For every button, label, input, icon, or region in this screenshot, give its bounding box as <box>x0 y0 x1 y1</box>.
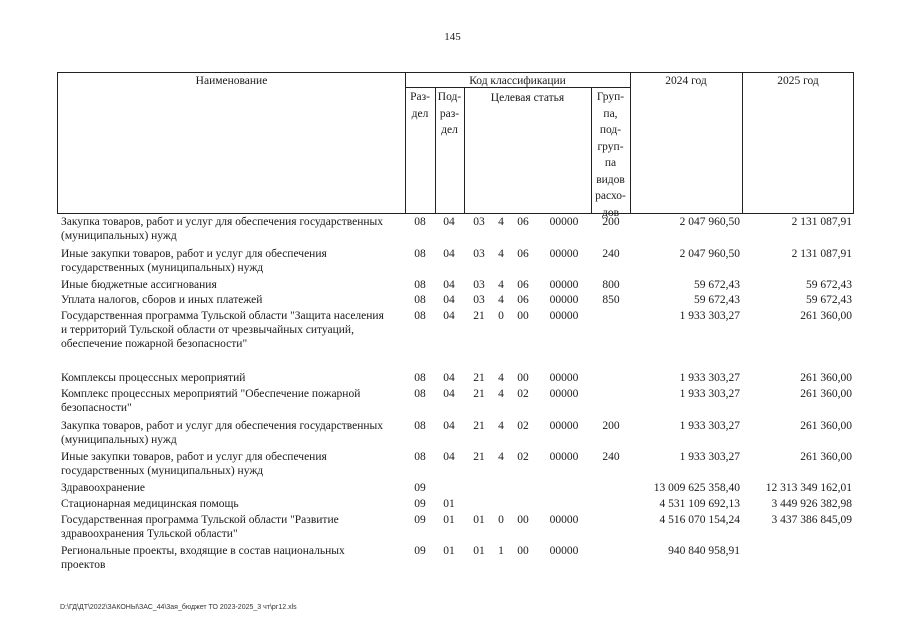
row-target-1: 01 <box>473 545 485 557</box>
table-row <box>0 387 905 414</box>
row-target-4: 00000 <box>549 279 579 291</box>
row-section: 08 <box>414 372 426 384</box>
row-subsection: 04 <box>443 294 455 306</box>
row-target-3: 06 <box>517 279 529 291</box>
row-2024: 59 672,43 <box>694 279 740 291</box>
row-subsection: 01 <box>443 545 455 557</box>
row-subsection: 04 <box>443 451 455 463</box>
row-target-3: 00 <box>517 514 529 526</box>
row-2025: 261 360,00 <box>800 310 852 322</box>
table-row <box>0 450 905 477</box>
row-section: 09 <box>414 545 426 557</box>
row-2024: 2 047 960,50 <box>679 216 740 228</box>
row-2024: 4 516 070 154,24 <box>659 514 740 526</box>
row-target-3: 02 <box>517 420 529 432</box>
row-target-3: 02 <box>517 451 529 463</box>
row-subsection: 04 <box>443 216 455 228</box>
row-target-2: 4 <box>498 248 504 260</box>
row-subsection: 04 <box>443 248 455 260</box>
row-target-1: 01 <box>473 514 485 526</box>
row-target-2: 0 <box>498 514 504 526</box>
row-target-1: 21 <box>473 388 485 400</box>
row-2024: 13 009 625 358,40 <box>653 482 740 494</box>
table-row <box>0 419 905 446</box>
row-group: 200 <box>602 420 620 432</box>
row-section: 08 <box>414 279 426 291</box>
row-2024: 940 840 958,91 <box>668 545 740 557</box>
row-group: 240 <box>602 451 620 463</box>
table-row <box>0 513 905 540</box>
row-2025: 261 360,00 <box>800 388 852 400</box>
row-subsection: 04 <box>443 388 455 400</box>
row-target-2: 4 <box>498 216 504 228</box>
row-target-4: 00000 <box>549 514 579 526</box>
row-target-2: 0 <box>498 310 504 322</box>
table-row <box>0 293 905 306</box>
row-2025: 3 449 926 382,98 <box>771 498 852 510</box>
header-classification: Код классификации <box>469 75 566 87</box>
row-2024: 1 933 303,27 <box>679 388 740 400</box>
row-2025: 261 360,00 <box>800 372 852 384</box>
row-2024: 1 933 303,27 <box>679 420 740 432</box>
row-2025: 261 360,00 <box>800 420 852 432</box>
row-target-3: 00 <box>517 310 529 322</box>
row-subsection: 04 <box>443 279 455 291</box>
row-target-2: 4 <box>498 279 504 291</box>
row-target-4: 00000 <box>549 248 579 260</box>
row-section: 08 <box>414 451 426 463</box>
row-target-4: 00000 <box>549 372 579 384</box>
row-group: 850 <box>602 294 620 306</box>
row-section: 08 <box>414 388 426 400</box>
table-header <box>57 72 854 219</box>
row-target-1: 21 <box>473 310 485 322</box>
row-target-1: 21 <box>473 451 485 463</box>
row-subsection: 01 <box>443 498 455 510</box>
row-target-3: 06 <box>517 294 529 306</box>
table-row <box>0 544 905 571</box>
table-row <box>0 247 905 274</box>
header-target-item: Целевая статья <box>490 92 565 104</box>
row-target-2: 4 <box>498 451 504 463</box>
row-subsection: 04 <box>443 310 455 322</box>
header-name: Наименование <box>195 75 268 87</box>
row-target-2: 4 <box>498 294 504 306</box>
table-row <box>0 309 905 350</box>
row-section: 09 <box>414 498 426 510</box>
row-name: Государственная программа Тульской области "Развитие здравоохранения Тульской области" <box>61 514 339 540</box>
row-name: Иные бюджетные ассигнования <box>61 279 217 291</box>
row-subsection: 04 <box>443 372 455 384</box>
row-2024: 1 933 303,27 <box>679 310 740 322</box>
table-row <box>0 497 905 510</box>
row-target-2: 4 <box>498 372 504 384</box>
row-target-4: 00000 <box>549 310 579 322</box>
header-subsection: Под- раз- дел <box>437 91 462 136</box>
row-target-1: 03 <box>473 279 485 291</box>
row-name: Здравоохранение <box>61 482 146 494</box>
row-name: Уплата налогов, сборов и иных платежей <box>61 294 263 306</box>
row-2025: 59 672,43 <box>806 279 852 291</box>
row-section: 09 <box>414 514 426 526</box>
header-group: Груп- па, под- груп- па видов расхо- дов <box>595 91 626 219</box>
row-target-3: 06 <box>517 248 529 260</box>
row-name: Закупка товаров, работ и услуг для обеспечения государственных (муниципальных) нужд <box>61 216 384 242</box>
row-name: Комплексы процессных мероприятий <box>61 372 246 384</box>
row-target-2: 4 <box>498 388 504 400</box>
row-section: 08 <box>414 294 426 306</box>
row-2025: 2 131 087,91 <box>791 216 852 228</box>
header-section: Раз- дел <box>410 91 430 120</box>
row-2025: 3 437 386 845,09 <box>771 514 852 526</box>
table-row <box>0 481 905 494</box>
row-subsection: 01 <box>443 514 455 526</box>
row-group: 800 <box>602 279 620 291</box>
row-section: 08 <box>414 216 426 228</box>
row-target-1: 03 <box>473 248 485 260</box>
row-section: 09 <box>414 482 426 494</box>
footer-file-path: D:\ГД\ДТ\2022\ЗАКОНЫ\ЗАС_44\3ая_бюджет ТО 2023-2025_3 чт\рг12.xls <box>60 604 297 611</box>
row-target-1: 21 <box>473 372 485 384</box>
row-group: 200 <box>602 216 620 228</box>
row-target-4: 00000 <box>549 216 579 228</box>
row-subsection: 04 <box>443 420 455 432</box>
row-2024: 2 047 960,50 <box>679 248 740 260</box>
row-2025: 2 131 087,91 <box>791 248 852 260</box>
row-name: Государственная программа Тульской области "Защита населения и территорий Тульской области от чрезвычайных ситуаций, обеспечение пожарной безопасности" <box>61 310 384 350</box>
row-section: 08 <box>414 420 426 432</box>
table-row <box>0 278 905 291</box>
divider-group <box>630 73 631 213</box>
row-2025: 59 672,43 <box>806 294 852 306</box>
row-target-1: 21 <box>473 420 485 432</box>
row-target-4: 00000 <box>549 388 579 400</box>
row-name: Иные закупки товаров, работ и услуг для обеспечения государственных (муниципальных) нужд <box>61 248 327 274</box>
header-year-2024: 2024 год <box>665 75 707 87</box>
row-target-4: 00000 <box>549 294 579 306</box>
row-name: Комплекс процессных мероприятий "Обеспечение пожарной безопасности" <box>61 388 361 414</box>
divider-subsection <box>464 87 465 213</box>
row-2025: 261 360,00 <box>800 451 852 463</box>
row-target-2: 1 <box>498 545 504 557</box>
row-target-3: 06 <box>517 216 529 228</box>
table-row <box>0 215 905 242</box>
row-2024: 1 933 303,27 <box>679 372 740 384</box>
row-target-4: 00000 <box>549 420 579 432</box>
row-section: 08 <box>414 248 426 260</box>
row-name: Закупка товаров, работ и услуг для обеспечения государственных (муниципальных) нужд <box>61 420 384 446</box>
row-2024: 4 531 109 692,13 <box>659 498 740 510</box>
row-section: 08 <box>414 310 426 322</box>
row-target-3: 00 <box>517 372 529 384</box>
row-group: 240 <box>602 248 620 260</box>
row-target-2: 4 <box>498 420 504 432</box>
row-target-3: 00 <box>517 545 529 557</box>
row-2024: 59 672,43 <box>694 294 740 306</box>
divider-year <box>742 73 743 213</box>
row-name: Стационарная медицинская помощь <box>61 498 239 510</box>
row-name: Иные закупки товаров, работ и услуг для обеспечения государственных (муниципальных) нужд <box>61 451 327 477</box>
header-year-2025: 2025 год <box>777 75 819 87</box>
row-target-1: 03 <box>473 294 485 306</box>
row-target-3: 02 <box>517 388 529 400</box>
row-target-4: 00000 <box>549 545 579 557</box>
row-2024: 1 933 303,27 <box>679 451 740 463</box>
page-number: 145 <box>444 31 461 43</box>
row-target-4: 00000 <box>549 451 579 463</box>
table-row <box>0 371 905 384</box>
row-name: Региональные проекты, входящие в состав национальных проектов <box>61 545 345 571</box>
row-2025: 12 313 349 162,01 <box>765 482 852 494</box>
row-target-1: 03 <box>473 216 485 228</box>
